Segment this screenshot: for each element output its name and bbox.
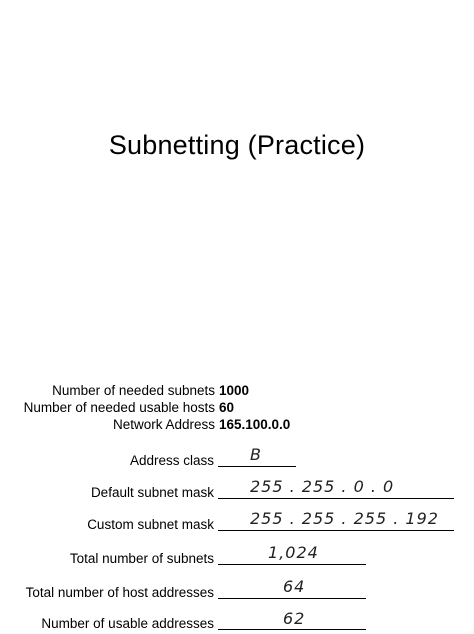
given-network-label: Network Address — [112, 417, 215, 432]
slide-title: Subnetting (Practice) — [108, 130, 366, 160]
total-hosts-blank — [218, 598, 366, 599]
total-subnets-label: Total number of subnets — [69, 551, 214, 566]
usable-row — [0, 609, 474, 634]
total-subnets-answer: 1,024 — [268, 543, 319, 562]
usable-answer: 62 — [283, 609, 306, 628]
given-hosts-label: Number of needed usable hosts — [23, 400, 215, 415]
usable-label: Number of usable addresses — [41, 616, 214, 631]
given-hosts-value: 60 — [219, 400, 235, 415]
address-class-blank — [218, 466, 296, 467]
total-hosts-label: Total number of host addresses — [25, 585, 214, 600]
address-class-answer: B — [250, 445, 262, 464]
address-class-label: Address class — [129, 453, 214, 468]
total-subnets-blank — [218, 564, 366, 565]
default-mask-blank — [218, 498, 454, 499]
given-subnets-value: 1000 — [219, 383, 250, 398]
default-mask-answer: 255 . 255 . 0 . 0 — [250, 477, 395, 496]
total-subnets-row — [0, 543, 474, 569]
custom-mask-row — [0, 509, 474, 535]
given-subnets-label: Number of needed subnets — [52, 383, 215, 398]
custom-mask-answer: 255 . 255 . 255 . 192 — [250, 509, 439, 528]
total-hosts-row — [0, 577, 474, 603]
usable-blank — [218, 629, 366, 630]
custom-mask-label: Custom subnet mask — [87, 517, 214, 532]
total-hosts-answer: 64 — [283, 577, 306, 596]
default-mask-label: Default subnet mask — [90, 485, 214, 500]
address-class-row — [0, 445, 474, 471]
default-mask-row — [0, 477, 474, 503]
given-network-row — [0, 415, 474, 435]
custom-mask-blank — [218, 530, 454, 531]
given-network-value: 165.100.0.0 — [219, 417, 291, 432]
